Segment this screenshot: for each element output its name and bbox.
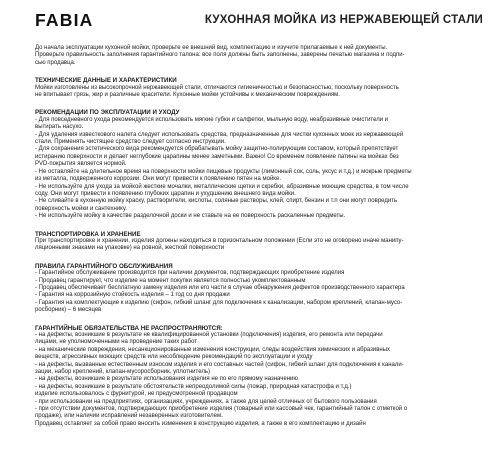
warranty-rule-line: - Гарантийное обслуживание производится при наличии документов, подтверждающих приобретение изделия [35,270,345,277]
tech-line: не впитывает грязь, жир и различные красители. Кухонные мойки устойчивы к механическим повреждениям. [35,92,340,99]
exclusion-line: продаже), или наличии исправлений незаверенных изготовителем. [35,413,223,420]
care-line: поверхность мойки и сантехнику. [35,205,127,212]
exclusion-line: - на дефекты, возникшие в результате не квалифицированной установки (подключения) изделия, его ремонта или передачи [35,332,383,338]
exclusion-line: - при отсутствии документов, подтверждающих приобретение изделия (товарный или кассовый чек, гарантийный талон с отметкой о [35,406,408,413]
tech-heading: ТЕХНИЧЕСКИЕ ДАННЫЕ И ХАРАКТЕРИСТИКИ [35,77,177,85]
exclusion-line: - при использовании на предприятиях, организациях, учреждениях, а также для целей отличных от бытового пользования [35,398,377,405]
care-line: - Для удаления известкового налета следует использовать средства, предназначенные для чистки кухонных моек из нержавеющей [35,131,404,138]
page-title: КУХОННАЯ МОЙКА ИЗ НЕРЖАВЕЮЩЕЙ СТАЛИ [204,14,483,26]
care-line: - Не сливайте в кухонную мойку краску, растворители, кислоты, соляные растворы, клей, спирт, бензин и т.п они могут повредить [35,198,398,205]
transport-line: ляционными знаками на упаковке) на ровной, жесткой поверхности [35,245,225,252]
warranty-rule-line: росборник) – 6 месяцев [35,307,102,314]
intro-paragraph [35,45,487,67]
exclusion-line: Продавец оставляет за собой право вносить изменения в конструкцию изделия, а также в его комплектацию и дизайн [35,420,366,427]
care-line: - Для сохранения эстетического вида рекомендуется обрабатывать мойку защитно-полирующим составом, который препятствует [35,146,399,153]
care-line: - Не используйте мойку в качестве разделочной доски и не ставьте на ее поверхность раскаленные предметы. [35,213,346,220]
intro-line: сью продавца. [35,59,76,66]
care-line: истиранию поверхности и делает неглубокие царапины менее заметными. Важно! Со временем появление патины на мойках без [35,153,399,160]
warranty-rule-line: - Гарантия на коррозийную стойкость изделия – 1 год со дня продажи [35,292,230,299]
care-line: соду. Они могут привести к появлению глубоких царапин и ухудшению внешнего вида мойки. [35,190,296,197]
exclusions-section [35,325,487,429]
header [35,0,487,36]
exclusion-line: лицами, не уполномоченными на проведение таких работ [35,339,198,346]
care-line: - Не используйте для ухода за мойкой жесткие мочалки, металлические щетки и скребки, абразивные моющие средства, в том числе [35,183,409,190]
transport-line: При транспортировке и хранении, изделия должны находиться в горизонтальном положении (Если это не оговорено иначе манипу- [35,237,404,244]
warranty-rule-line: - Продавец гарантирует, что изделие на момент покупки является полностью укомплектованным [35,277,306,284]
transport-heading: ТРАНСПОРТИРОВКА И ХРАНЕНИЕ [35,230,141,238]
exclusion-line: - на дефекты, возникшие в результате обстоятельств непреодолимой силы (пожар, природная катастрофа и т.д.) [35,383,352,390]
exclusion-line: веществ, агрессивных моющих средств или несоблюдение рекомендаций по эксплуатации и уходу [35,354,313,361]
warranty-rule-line: - Продавец обеспечивает бесплатную замену изделия или его части в случае обнаружения дефектов производственного характера [35,284,405,291]
care-line: - Для повседневного ухода рекомендуется использовать мягкие губки и салфетки, мыльную воду, неабразивные очистители и [35,116,389,123]
care-line: вытирать насухо. [35,124,84,131]
care-line: стали. Применять чистящее средство следует согласно инструкции. [35,139,226,146]
intro-line: До начала эксплуатации кухонной мойки, проверьте ее внешний вид, комплектацию и изучите прилагаемые к ней документы. [35,45,388,51]
care-line: - Не оставляйте на длительное время на поверхности мойки пищевые продукты (лимонный сок, соль, уксус и т.д.) и мокрые предметы [35,168,412,175]
exclusion-line: - на дефекты, вызванные естественным износом изделия и его составных частей (сифон, гибкий шланг для подключения к канали- [35,361,404,368]
care-section [35,109,487,220]
warranty-rules-section [35,263,487,315]
transport-section [35,231,487,253]
exclusions-heading: ГАРАНТИЙНЫЕ ОБЯЗАТЕЛЬСТВА НЕ РАСПРОСТРАНЯЮТСЯ: [35,324,223,332]
tech-line: Мойки изготовлены из высокопрочной нержавеющей стали, отличаются гигиеничностью и безопасностью, поскольку поверхность [35,84,399,91]
intro-line: Проверьте правильность заполнения гарантийного талона: все поля должны быть заполнены, заверены печатью магазина и подпи- [35,52,405,59]
exclusion-line: - на дефекты, возникшие в результате использования изделия не по его прямому назначению [35,376,298,383]
brand-logo: FABIA [35,10,94,30]
warranty-rules-heading: ПРАВИЛА ГАРАНТИЙНОГО ОБСЛУЖИВАНИЯ [35,262,173,270]
warranty-rule-line: - Гарантия на комплектующие к изделию (сифон, гибкий шланг для подключения к канализации, набором креплений, клапан-мусо- [35,299,403,306]
exclusion-line: изделие использовалось с фурнитурой, не предусмотренной продавцом [35,391,238,398]
exclusion-line: зации, набор креплений, клапан-мусоросборник, уплотнитель) [35,369,210,376]
tech-section [35,77,487,99]
exclusion-line: - на механические повреждения, несанкционированные изменения конструкции, следы воздействия химических и абразивных [35,346,391,353]
care-line: PVD-покрытия является нормой. [35,161,127,168]
care-heading: РЕКОМЕНДАЦИИ ПО ЭКСПЛУАТАЦИИ И УХОДУ [35,109,180,117]
care-line: из металла, подверженного коррозии. Они могут привести к появлению пятен на мойке. [35,176,282,183]
